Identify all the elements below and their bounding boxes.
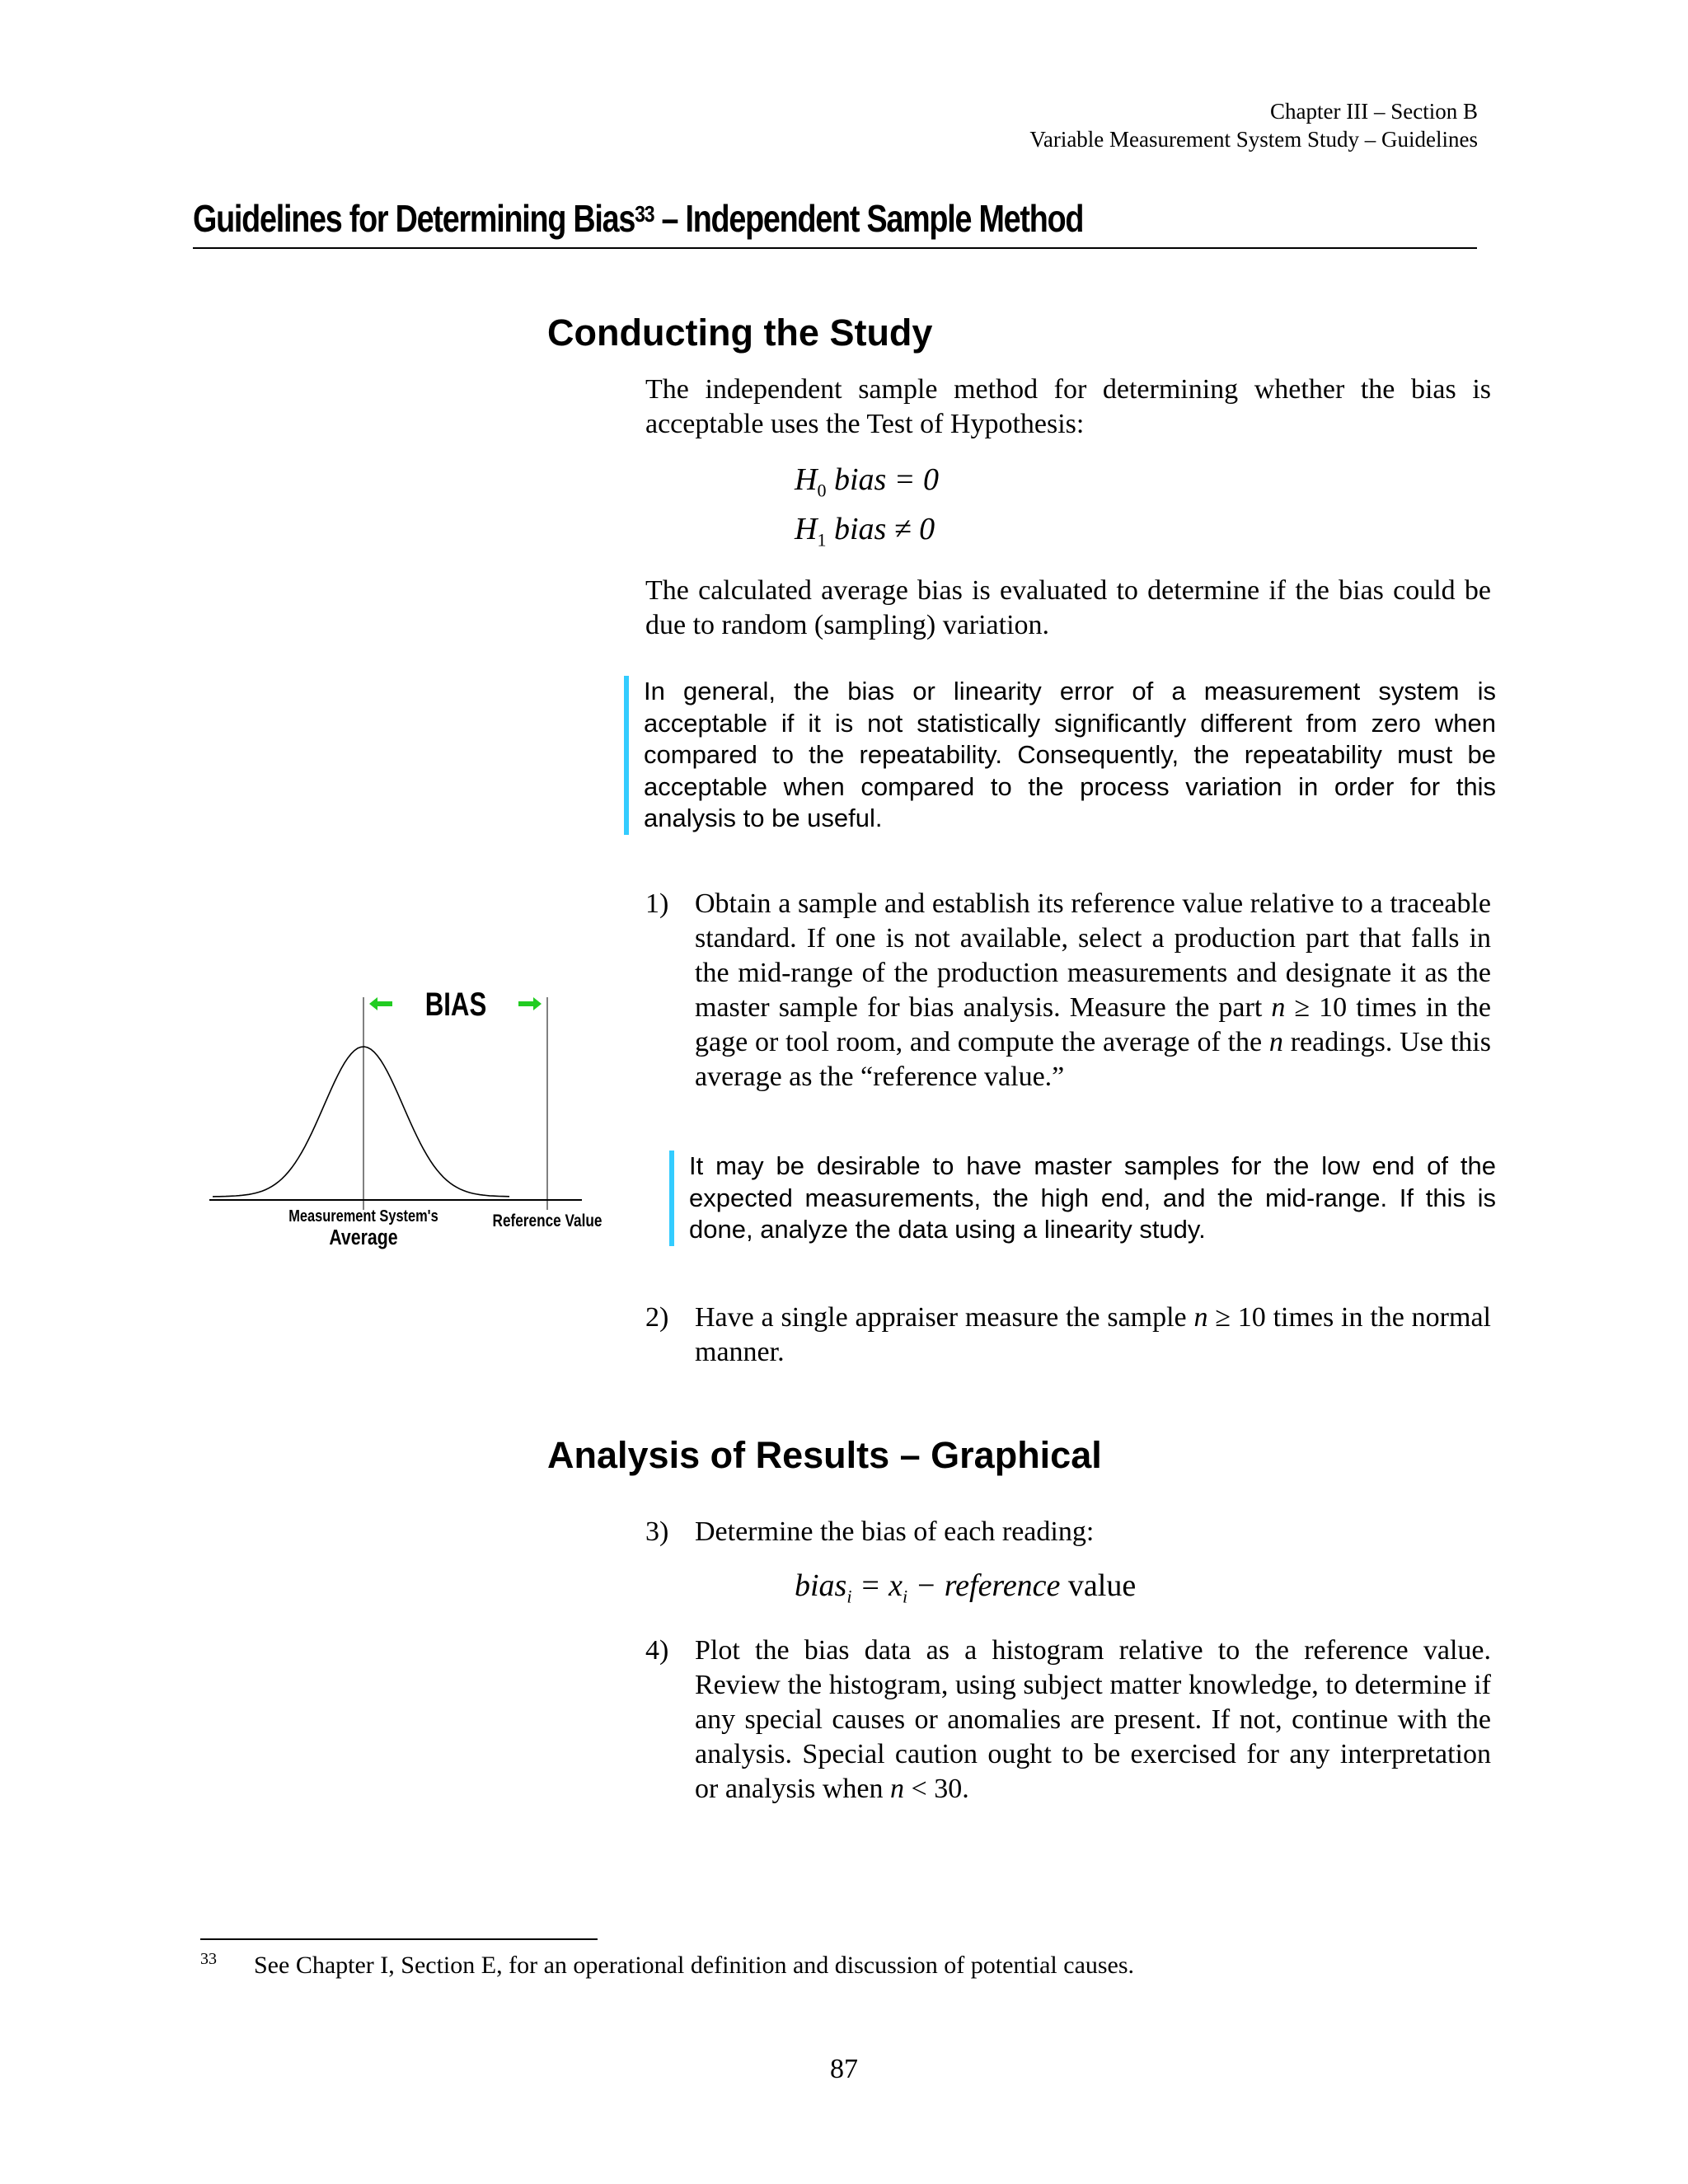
step-2-text: Have a single appraiser measure the sample n ≥ 10 times in the normal manner. <box>695 1302 1491 1367</box>
hypothesis-h0: $H_0$ bias = 0 <box>795 462 939 501</box>
step-1-text: Obtain a sample and establish its reference value relative to a traceable standard. If one is not available, select a production part that falls in the mid-range of the production measurements and designate it as the master sample for bias analysis. Measure the part n ≥ 10 times in the gage or tool room, and compute the average of the n readings. Use this average as the “reference value.” <box>695 888 1491 1092</box>
hypothesis-h1: $H_1$ bias ≠ 0 <box>795 512 935 551</box>
section-heading-conducting: Conducting the Study <box>547 312 933 354</box>
footnote-mark: 33 <box>200 1950 217 1968</box>
step-number: 4) <box>645 1635 669 1666</box>
footnote-text: See Chapter I, Section E, for an operational definition and discussion of potential causes. <box>254 1952 1135 1979</box>
title-rest: – Independent Sample Method <box>654 197 1084 240</box>
left-arrow-icon <box>369 997 392 1010</box>
bias-figure <box>198 981 626 1277</box>
reference-value-label: Reference Value <box>492 1212 603 1231</box>
note-bias-linearity: In general, the bias or linearity error of a measurement system is acceptable if it is not statistically significantly different from zero when compared to the repeatability. Consequently, the repeatability must be acceptable when compared to the process variation in order for this analysis to be useful. <box>624 676 1496 835</box>
intro-paragraph: The independent sample method for determining whether the bias is acceptable uses the Test of Hypothesis: <box>645 374 1491 439</box>
title-main: Guidelines for Determining Bias <box>193 197 635 240</box>
step-number: 1) <box>645 888 669 919</box>
header-chapter: Chapter III – Section B <box>1270 99 1478 124</box>
right-arrow-icon <box>518 997 542 1010</box>
note-master-samples: It may be desirable to have master samples for the low end of the expected measurements, the high end, and the mid-range. If this is done, analyze the data using a linearity study. <box>669 1151 1496 1246</box>
footnote <box>200 1952 1134 1980</box>
page-number: 87 <box>830 2054 858 2084</box>
bias-label: BIAS <box>424 986 487 1023</box>
average-label-line1: Measurement System's <box>288 1206 438 1226</box>
step-number: 2) <box>645 1302 669 1333</box>
page-title <box>193 196 1477 249</box>
step-number: 3) <box>645 1516 669 1547</box>
evaluation-paragraph: The calculated average bias is evaluated to determine if the bias could be due to random (sampling) variation. <box>645 575 1491 640</box>
bias-formula: bias$_i$ = $x_i$ − reference value <box>795 1568 1137 1607</box>
step-4-text: Plot the bias data as a histogram relative to the reference value. Review the histogram, using subject matter knowledge, to determine if any special causes or anomalies are present. If not, continue with the analysis. Special caution ought to be exercised for any interpretation or analysis when n < 30. <box>695 1635 1491 1804</box>
section-heading-analysis: Analysis of Results – Graphical <box>547 1434 1102 1476</box>
average-label-line2: Average <box>329 1226 398 1250</box>
step-3-text: Determine the bias of each reading: <box>695 1516 1095 1547</box>
title-footnote-ref[interactable]: 33 <box>635 201 654 227</box>
distribution-curve <box>213 1047 509 1197</box>
header-subtitle: Variable Measurement System Study – Guidelines <box>1029 127 1478 152</box>
footnote-divider <box>200 1938 598 1940</box>
